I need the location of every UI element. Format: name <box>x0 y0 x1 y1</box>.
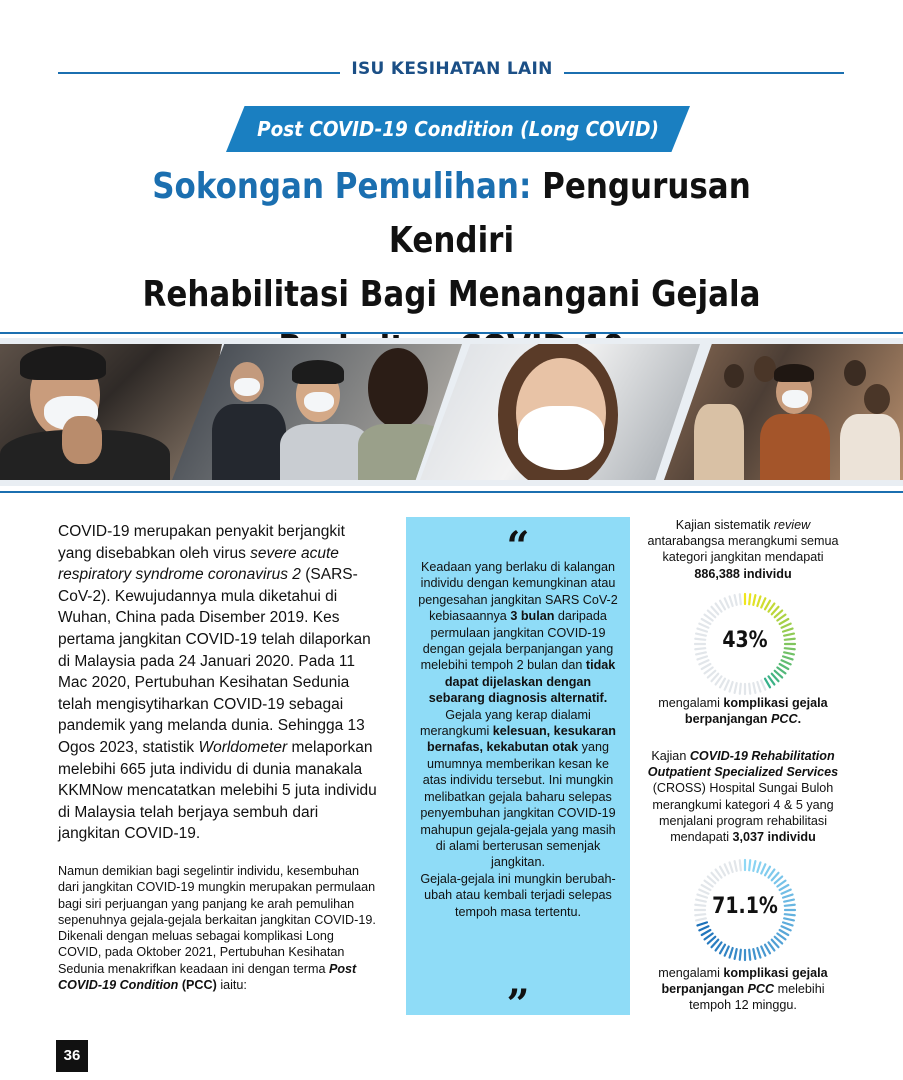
stat-1-ring-tick <box>735 595 737 605</box>
stat-2-intro-b: (CROSS) Hospital Sungai Buloh merangkumi kategori 4 & 5 yang menjalani program rehabilitasi mendapati <box>652 781 834 845</box>
close-quote-icon: ” <box>506 981 530 1028</box>
article-left-column <box>58 521 378 993</box>
page-title-highlight: Sokongan Pemulihan: <box>152 166 532 207</box>
stat-2-ring-tick <box>772 873 779 880</box>
stat-1-ring-tick <box>705 615 713 621</box>
stat-1-ring-tick <box>783 656 793 659</box>
stat-1-ring-tick <box>730 596 733 606</box>
quote-text-2: daripada permulaan jangkitan COVID-19 dengan gejala berpanjangan yang melebihi tempoh 2 bulan dan <box>420 609 614 673</box>
definition-abbr: (PCC) <box>178 977 217 992</box>
stat-2-ring-tick <box>740 950 741 960</box>
stat-1-ring-tick <box>775 671 782 678</box>
stat-2-ring-tick <box>735 949 737 959</box>
intro-virus-name: severe acute respiratory syndrome coronavirus 2 <box>58 544 339 584</box>
stat-2-intro-a: Kajian <box>651 749 690 763</box>
stat-1-outcome-bold: komplikasi gejala berpanjangan <box>684 696 828 727</box>
stat-2-ring-tick <box>735 861 737 871</box>
definition-end: iaitu: <box>216 977 247 992</box>
definition-term: Post COVID-19 Condition <box>58 961 357 992</box>
stat-1-ring-tick <box>769 676 775 684</box>
page-title-line-1 <box>98 160 806 268</box>
stat-2-ring-tick <box>716 870 722 878</box>
stat-1-ring-tick <box>712 607 719 614</box>
stat-1-ring-tick <box>753 683 755 693</box>
stat-1-ring-tick <box>699 660 708 664</box>
stat-1-intro-a: Kajian sistematik <box>675 518 774 532</box>
stat-2-ring-tick <box>783 922 793 925</box>
stat-2-ring-tick <box>712 940 719 947</box>
stat-2-ring-tick <box>757 948 760 958</box>
quote-text-3: Gejala yang kerap dialami merangkumi <box>419 707 591 739</box>
stat-1-count: 886,388 individu <box>694 566 792 581</box>
stat-1-ring-tick <box>702 619 711 624</box>
stat-2-ring-tick <box>708 937 715 944</box>
stat-1-ring-tick <box>775 611 782 618</box>
stat-1-outcome-em: PCC <box>770 712 798 727</box>
stat-2-ring-tick <box>761 947 765 956</box>
stat-1-ring-tick <box>777 615 785 621</box>
stat-1-ring-tick <box>725 598 729 607</box>
stat-2-ring-tick <box>705 934 713 940</box>
stat-2-outcome <box>640 965 846 1014</box>
stat-1-intro-em: review <box>773 518 811 532</box>
stat-2-ring-tick <box>725 864 729 873</box>
stat-2-outcome-a: mengalami <box>658 966 724 980</box>
stat-2-ring-tick <box>712 873 719 880</box>
stat-1-ring-tick <box>720 679 725 688</box>
quote-bold-3: kelesuan, kesukaran bernafas, kekabutan otak <box>427 724 616 755</box>
quote-paragraph-1 <box>418 559 618 871</box>
stat-2-ring-tick <box>702 930 711 935</box>
intro-source-name: Worldometer <box>198 738 288 756</box>
intro-paragraph <box>58 521 378 845</box>
stat-1-ring-tick <box>716 676 722 684</box>
stat-1-ring-tick <box>712 674 719 681</box>
stat-1-outcome-a: mengalami <box>658 696 724 710</box>
stat-2-ring-tick <box>777 934 785 940</box>
stat-2-ring-tick <box>765 867 770 876</box>
stat-2-ring-tick <box>730 948 733 958</box>
stat-2-ring-tick <box>769 870 775 878</box>
stat-1-ring-tick <box>716 604 722 612</box>
topic-banner-label: Post COVID-19 Condition (Long COVID) <box>257 117 659 141</box>
quote-text-4: yang umumnya memberikan kesan ke atas individu tersebut. Ini mungkin melibatkan gejala baharu selepas penyembuhan jangkitan COVID-19 mahupun gejala-gejala yang masih di alami berterusan semenjak jangkitan. <box>420 740 616 870</box>
definition-paragraph <box>58 863 378 993</box>
stat-1-intro-b: antarabangsa merangkumi semua kategori jangkitan mendapati <box>647 534 839 565</box>
stat-2-ring-tick <box>772 940 779 947</box>
definition-quote-box <box>406 517 630 1028</box>
stat-1-ring-tick <box>705 668 713 674</box>
intro-text-1: COVID-19 merupakan penyakit berjangkit yang disebabkan oleh virus <box>58 523 345 562</box>
stat-2-ring-tick <box>720 867 725 876</box>
stat-2-ring-tick <box>702 885 711 890</box>
stat-1-outcome-end: . <box>797 712 802 727</box>
stat-1-ring-tick <box>772 674 779 681</box>
quote-text <box>418 559 618 920</box>
stat-2-ring-tick <box>753 861 755 871</box>
stat-1-ring-tick <box>740 594 741 604</box>
stat-1-ring-tick <box>697 656 707 659</box>
stat-2-ring-tick <box>720 945 725 954</box>
stat-2-count: 3,037 individu <box>732 830 816 845</box>
stat-1-ring-tick <box>765 601 770 610</box>
stat-1-ring-tick <box>708 611 715 618</box>
stat-1-ring-tick <box>702 664 711 669</box>
definition-text: Namun demikian bagi segelintir individu, kesembuhan dari jangkitan COVID-19 mungkin merupakan permulaan bagi siri perjuangan yang panjang ke arah pemulihan sepenuhnya gejala-gejala berkaitan jangkitan COVID-19. Dikenali dengan meluas sebagai komplikasi Long COVID, pada Oktober 2021, Pertubuhan Kesihatan Sedunia menakrifkan keadaan ini dengan terma <box>58 863 376 976</box>
stat-1-ring-tick <box>769 604 775 612</box>
stat-2-ring-tick <box>730 862 733 872</box>
stat-1-ring-tick <box>757 596 760 606</box>
stat-1-ring-tick <box>725 681 729 690</box>
stat-2-ring-tick <box>749 950 750 960</box>
photo-strip-rule-bottom <box>0 491 903 493</box>
stat-2-ring-tick <box>761 864 765 873</box>
quote-text-1: Keadaan yang berlaku di kalangan individu dengan kemungkinan atau pengesahan jangkitan SARS CoV-2 kebiasaannya <box>418 560 618 624</box>
stat-2-intro-em: COVID-19 Rehabilitation Outpatient Specialized Services <box>647 749 839 780</box>
open-quote-icon: “ <box>506 523 530 570</box>
stat-1-intro <box>640 517 846 582</box>
stat-2-ring-tick <box>716 942 722 950</box>
stat-2-ring-tick <box>699 926 708 930</box>
stat-1-ring-tick <box>765 679 770 688</box>
stat-2-ring-tick <box>749 860 750 870</box>
intro-text-2: (SARS-CoV-2). Kewujudannya mula diketahui di Wuhan, China pada Disember 2019. Kes pertama jangkitan COVID-19 telah dilaporkan di Malaysia pada 24 Januari 2020. Pada 11 Mac 2020, Pertubuhan Kesihatan Sedunia telah mengisytiharkan COVID-19 sebagai pandemik yang melanda dunia. Sehingga 13 Ogos 2023, statistik <box>58 566 371 756</box>
stat-2-ring-tick <box>705 881 713 887</box>
stat-1-ring-tick <box>708 671 715 678</box>
stat-2-ring-tick <box>757 862 760 872</box>
page-title-line-2: Rehabilitasi Bagi Menangani Gejala <box>142 274 761 315</box>
stat-1-ring-tick <box>730 682 733 692</box>
quote-paragraph-2: Gejala-gejala ini mungkin berubah-ubah atau kembali terjadi selepas tempoh masa tertentu. <box>420 871 616 919</box>
section-rule-right <box>564 72 844 74</box>
stat-2-ring-tick <box>753 949 755 959</box>
stat-1-ring-tick <box>772 607 779 614</box>
stat-2-ring-tick <box>740 860 741 870</box>
stat-2-ring-tick <box>775 937 782 944</box>
page-title-line-1-rest: Pengurusan Kendiri <box>388 166 751 261</box>
section-title: ISU KESIHATAN LAIN <box>351 59 553 79</box>
stat-1-ring-tick <box>753 595 755 605</box>
page-number: 36 <box>56 1040 88 1072</box>
stat-2-ring-tick <box>725 947 729 956</box>
photo-strip-rule-top <box>0 332 903 334</box>
stat-2-ring-tick <box>775 877 782 884</box>
quote-bold-2: tidak dapat dijelaskan dengan sebarang diagnosis alternatif. <box>428 658 616 706</box>
stat-1-ring-tick <box>780 619 789 624</box>
stat-2-ring-tick <box>780 885 789 890</box>
stat-2-intro <box>640 748 846 845</box>
stat-1-ring-tick <box>735 683 737 693</box>
stat-2-value: 71.1% <box>712 894 778 919</box>
stat-2-ring-tick <box>765 945 770 954</box>
stat-2-ring-tick <box>697 922 707 925</box>
stat-1-ring-tick <box>761 681 765 690</box>
stat-2-outcome-bold: komplikasi gejala berpanjangan <box>661 966 828 997</box>
stat-1-outcome <box>640 695 846 727</box>
stat-2-ring-tick <box>782 926 791 930</box>
stat-2-outcome-em: PCC <box>747 982 775 997</box>
stat-1-ring-tick <box>740 684 741 694</box>
stat-2-ring-tick <box>777 881 785 887</box>
intro-text-3: melaporkan melebihi 665 juta individu di dunia manakala KKMNow mencatatkan melebihi 5 juta individu di Malaysia telah berjaya sembuh dari jangkitan COVID-19. <box>58 738 377 843</box>
stat-1-ring-tick <box>777 668 785 674</box>
stat-1-ring-tick <box>780 664 789 669</box>
stat-1-ring-tick <box>749 594 750 604</box>
stat-1-ring-tick <box>757 682 760 692</box>
stat-1-value: 43% <box>722 628 768 653</box>
stat-2-ring-tick <box>780 930 789 935</box>
quote-bold-1: 3 bulan <box>510 609 555 624</box>
section-rule-left <box>58 72 340 74</box>
stat-1-ring-tick <box>761 598 765 607</box>
stat-2-ring-tick <box>769 942 775 950</box>
stat-1-ring-tick <box>782 660 791 664</box>
stat-2-outcome-end: melebihi tempoh 12 minggu. <box>689 982 825 1013</box>
stat-2-ring-tick <box>708 877 715 884</box>
stat-1-ring-tick <box>720 601 725 610</box>
stat-1-ring-tick <box>749 684 750 694</box>
